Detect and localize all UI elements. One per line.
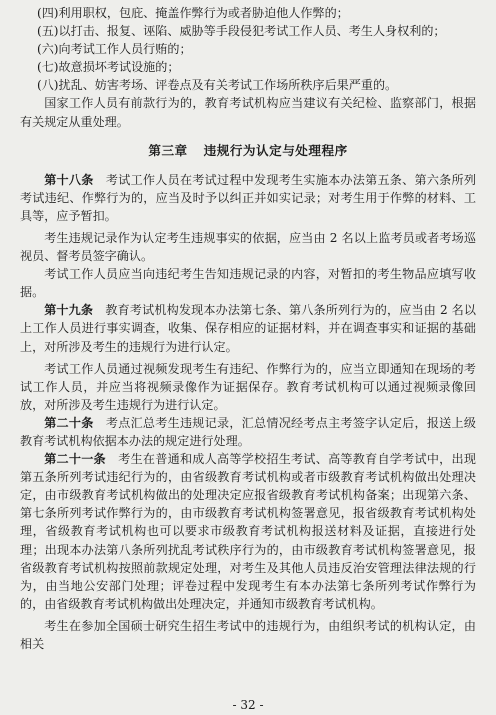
article-number: 第二十条 [44,415,94,430]
list-item: (六)向考试工作人员行贿的； [37,42,192,57]
list-item: (八)扰乱、妨害考场、评卷点及有关考试工作场所秩序后果严重的。 [37,78,398,93]
chapter-heading [20,142,476,160]
article-18-paragraph-3: 考试工作人员应当向违纪考生告知违规记录的内容，对暂扣的考生物品应填写收据。 [20,267,476,300]
article-19-paragraph-2: 考试工作人员通过视频发现考生有违纪、作弊行为的，应当立即通知在现场的考试工作人员，并应当将视频录像作为证据保存。教育考试机构可以通过视频录像回放，对所涉及考生违规行为进行认定。 [20,361,476,412]
article-19 [20,301,476,355]
article-text: 考点汇总考生违规记录，汇总情况经考点主考签字认定后，报送上级教育考试机构依据本办法的规定进行处理。 [20,415,476,448]
article-text: 考生在普通和成人高等学校招生考试、高等教育自学考试中，出现第五条所列考试违纪行为的，由省级教育考试机构或者市级教育考试机构做出处理决定，由市级教育考试机构做出的处理决定应报省级教育考试机构备案；出现第六条、第七条所列考试作弊行为的，由市级教育考试机构签署意见，报省级教育考试机构处理，省级教育考试机构也可以要求市级教育考试机构报送材料及证据，直接进行处理；出现本办法第八条所列扰乱考试秩序行为的，由市级教育考试机构签署意见，报省级教育考试机构按照前款规定处理，对考生及其他人员违反治安管理法律法规的行为，由当地公安部门处理；评卷过程中发现考生有本办法第七条所列考试作弊行为的，由省级教育考试机构做出处理决定，并通知市级教育考试机构。 [20,452,476,611]
article-21 [20,450,476,613]
page-number: - 32 - [232,698,264,712]
article-text: 考试工作人员在考试过程中发现考生实施本办法第五条、第六条所列考试违纪、作弊行为的，应当及时予以纠正并如实记录；对考生用于作弊的材料、工具等，应予暂扣。 [20,172,476,223]
article-18-paragraph-2: 考生违规记录作为认定考生违规事实的依据，应当由 2 名以上监考员或者考场巡视员、督考员签字确认。 [20,230,476,264]
article-number: 第十九条 [44,303,94,318]
list-item: (五)以打击、报复、诬陷、威胁等手段侵犯考试工作人员、考生人身权利的； [37,24,446,39]
chapter-title: 违规行为认定与处理程序 [203,142,348,158]
list-item: (四)利用职权，包庇、掩盖作弊行为或者胁迫他人作弊的； [37,6,349,20]
article-21-paragraph-2: 考生在参加全国硕士研究生招生考试中的违规行为，由组织考试的机构认定，由相关 [20,618,476,651]
prohibited-acts-list [20,4,476,94]
article-text: 教育考试机构发现本办法第七条、第八条所列行为的，应当由 2 名以上工作人员进行事实调查，收集、保存相应的证据材料，并在调查事实和证据的基础上，对所涉及考生的违规行为进行认定。 [20,303,476,354]
article-number: 第十八条 [44,172,94,187]
intro-paragraph: 国家工作人员有前款行为的，教育考试机构应当建议有关纪检、监察部门，根据有关规定从重处理。 [20,96,476,129]
chapter-number: 第三章 [148,142,188,158]
article-number: 第二十一条 [44,452,106,467]
article-18 [20,171,476,225]
list-item: (七)故意损坏考试设施的； [37,60,180,75]
article-20 [20,414,476,450]
